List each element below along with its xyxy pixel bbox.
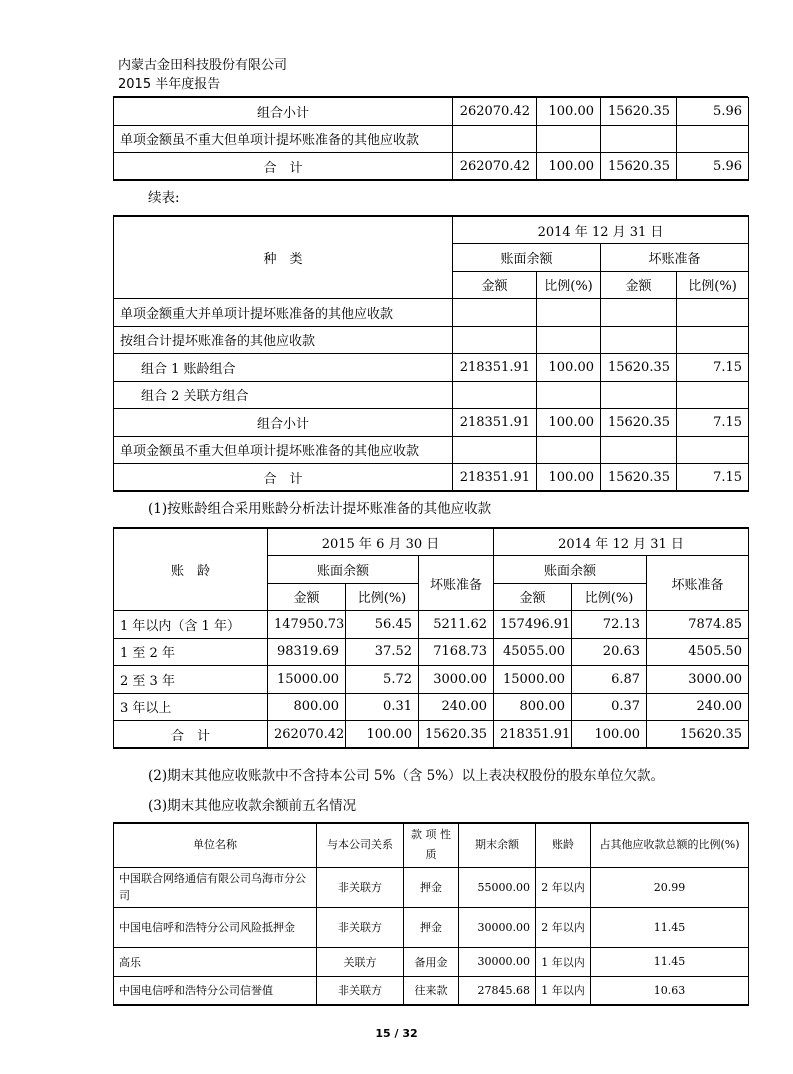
ratio-cell: 20.63 <box>572 638 647 666</box>
book-balance-header: 账面余额 <box>453 244 601 272</box>
amount-header: 金额 <box>453 271 537 299</box>
ratio-header: 比例(%) <box>677 271 749 299</box>
ratio-cell <box>537 436 601 464</box>
table-row <box>114 611 749 639</box>
provision-ratio-cell: 7.15 <box>677 354 749 382</box>
row-label: 合 计 <box>114 153 453 181</box>
ratio-cell: 11.45 <box>591 907 749 947</box>
aging-label: 1 年以内（含 1 年） <box>114 611 268 639</box>
top-five-receivables-table <box>113 822 749 1006</box>
row-label: 组合小计 <box>114 98 453 126</box>
ratio-cell: 72.13 <box>572 611 647 639</box>
aging-cell: 2 年以内 <box>536 907 591 947</box>
table-header-row <box>114 528 749 556</box>
ratio-cell <box>537 326 601 354</box>
page-number: 15 / 32 <box>375 1027 418 1040</box>
table-row <box>114 299 749 327</box>
nature-header: 款 项 性质 <box>404 823 459 867</box>
balance-cell: 30000.00 <box>459 947 536 976</box>
bad-debt-header: 坏账准备 <box>419 556 494 611</box>
date-header-2015: 2015 年 6 月 30 日 <box>268 528 494 556</box>
provision-cell <box>601 326 677 354</box>
provision-cell: 15620.35 <box>601 98 677 126</box>
provision-cell <box>601 299 677 327</box>
row-label: 组合 1 账龄组合 <box>114 354 453 382</box>
provision-ratio-cell: 7.15 <box>677 464 749 492</box>
provision-cell: 3000.00 <box>419 666 494 694</box>
amount-cell: 98319.69 <box>268 638 346 666</box>
amount-cell: 218351.91 <box>453 409 537 437</box>
amount-cell: 218351.91 <box>453 464 537 492</box>
amount-cell: 262070.42 <box>453 153 537 181</box>
provision-ratio-cell: 7.15 <box>677 409 749 437</box>
table-row <box>114 436 749 464</box>
aging-header: 账 龄 <box>114 528 268 611</box>
ratio-header: 占其他应收款总额的比例(%) <box>591 823 749 867</box>
ratio-cell: 100.00 <box>537 354 601 382</box>
provision-cell: 15620.35 <box>601 153 677 181</box>
ratio-cell: 10.63 <box>591 976 749 1005</box>
book-balance-header: 账面余额 <box>494 556 647 584</box>
provision-ratio-cell: 5.96 <box>677 98 749 126</box>
section-1-title: (1)按账龄组合采用账龄分析法计提坏账准备的其他应收款 <box>148 501 492 517</box>
provision-cell <box>601 381 677 409</box>
table-row <box>114 693 749 721</box>
relation-header: 与本公司关系 <box>317 823 404 867</box>
provision-cell: 5211.62 <box>419 611 494 639</box>
section-2-text: (2)期末其他应收账款中不含持本公司 5%（含 5%）以上表决权股份的股东单位欠款。 <box>148 768 665 784</box>
amount-header: 金额 <box>494 583 572 611</box>
relation-cell: 关联方 <box>317 947 404 976</box>
bad-debt-header: 坏账准备 <box>601 244 749 272</box>
table-row <box>114 907 749 947</box>
row-label: 合 计 <box>114 464 453 492</box>
balance-cell: 55000.00 <box>459 867 536 907</box>
row-label: 组合 2 关联方组合 <box>114 381 453 409</box>
provision-ratio-cell: 5.96 <box>677 153 749 181</box>
report-title: 2015 半年度报告 <box>118 77 221 92</box>
table-row <box>114 947 749 976</box>
balance-cell: 30000.00 <box>459 907 536 947</box>
provision-ratio-cell <box>677 125 749 153</box>
nature-cell: 押金 <box>404 907 459 947</box>
amount-cell: 218351.91 <box>494 721 572 749</box>
amount-cell: 262070.42 <box>453 98 537 126</box>
aging-analysis-table <box>113 527 749 749</box>
ratio-cell: 100.00 <box>572 721 647 749</box>
ratio-cell: 37.52 <box>346 638 419 666</box>
date-header: 2014 年 12 月 31 日 <box>453 216 749 244</box>
amount-cell: 218351.91 <box>453 354 537 382</box>
amount-cell: 262070.42 <box>268 721 346 749</box>
company-name: 内蒙古金田科技股份有限公司 <box>118 58 288 73</box>
table-row-total <box>114 721 749 749</box>
table-row <box>114 666 749 694</box>
provision-ratio-cell <box>677 299 749 327</box>
table-row <box>114 354 749 382</box>
relation-cell: 非关联方 <box>317 976 404 1005</box>
provision-cell: 7874.85 <box>647 611 749 639</box>
aging-label: 3 年以上 <box>114 693 268 721</box>
bad-debt-table-2015 <box>113 97 749 181</box>
provision-cell: 15620.35 <box>647 721 749 749</box>
ratio-cell: 6.87 <box>572 666 647 694</box>
aging-header: 账龄 <box>536 823 591 867</box>
ratio-cell: 0.31 <box>346 693 419 721</box>
aging-cell: 2 年以内 <box>536 867 591 907</box>
provision-ratio-cell <box>677 436 749 464</box>
ratio-cell <box>537 299 601 327</box>
company-name-cell: 中国联合网络通信有限公司乌海市分公司 <box>114 867 317 907</box>
table-row-total <box>114 464 749 492</box>
ratio-cell: 11.45 <box>591 947 749 976</box>
aging-cell: 1 年以内 <box>536 976 591 1005</box>
amount-cell: 800.00 <box>268 693 346 721</box>
bad-debt-header: 坏账准备 <box>647 556 749 611</box>
ratio-cell: 20.99 <box>591 867 749 907</box>
amount-header: 金额 <box>601 271 677 299</box>
provision-cell: 240.00 <box>419 693 494 721</box>
amount-cell: 15000.00 <box>494 666 572 694</box>
table-row-total <box>114 153 749 181</box>
nature-cell: 备用金 <box>404 947 459 976</box>
ratio-cell <box>537 125 601 153</box>
row-label: 单项金额重大并单项计提坏账准备的其他应收款 <box>114 299 453 327</box>
relation-cell: 非关联方 <box>317 907 404 947</box>
continued-label: 续表: <box>148 190 180 206</box>
ratio-header: 比例(%) <box>346 583 419 611</box>
row-label: 组合小计 <box>114 409 453 437</box>
aging-label: 2 至 3 年 <box>114 666 268 694</box>
nature-cell: 往来款 <box>404 976 459 1005</box>
aging-cell: 1 年以内 <box>536 947 591 976</box>
ratio-cell: 100.00 <box>537 98 601 126</box>
aging-label: 合 计 <box>114 721 268 749</box>
amount-cell <box>453 381 537 409</box>
ratio-cell: 100.00 <box>537 409 601 437</box>
provision-ratio-cell <box>677 326 749 354</box>
provision-cell: 15620.35 <box>601 409 677 437</box>
row-label: 单项金额虽不重大但单项计提坏账准备的其他应收款 <box>114 436 453 464</box>
provision-cell: 15620.35 <box>601 354 677 382</box>
provision-cell <box>601 436 677 464</box>
table-row <box>114 381 749 409</box>
provision-cell: 240.00 <box>647 693 749 721</box>
table-row <box>114 867 749 907</box>
amount-cell: 45055.00 <box>494 638 572 666</box>
bad-debt-table-2014 <box>113 215 749 492</box>
provision-cell <box>601 125 677 153</box>
ratio-header: 比例(%) <box>572 583 647 611</box>
provision-cell: 4505.50 <box>647 638 749 666</box>
company-name-cell: 中国电信呼和浩特分公司风险抵押金 <box>114 907 317 947</box>
table-row <box>114 326 749 354</box>
provision-cell: 15620.35 <box>419 721 494 749</box>
table-row <box>114 976 749 1005</box>
section-3-title: (3)期末其他应收款余额前五名情况 <box>148 798 357 814</box>
amount-header: 金额 <box>268 583 346 611</box>
provision-cell: 15620.35 <box>601 464 677 492</box>
amount-cell: 800.00 <box>494 693 572 721</box>
ratio-cell: 100.00 <box>537 153 601 181</box>
book-balance-header: 账面余额 <box>268 556 419 584</box>
amount-cell: 147950.73 <box>268 611 346 639</box>
row-label: 按组合计提坏账准备的其他应收款 <box>114 326 453 354</box>
date-header-2014: 2014 年 12 月 31 日 <box>494 528 749 556</box>
amount-cell: 15000.00 <box>268 666 346 694</box>
balance-header: 期末余额 <box>459 823 536 867</box>
table-row <box>114 125 749 153</box>
aging-label: 1 至 2 年 <box>114 638 268 666</box>
amount-cell <box>453 326 537 354</box>
ratio-cell: 5.72 <box>346 666 419 694</box>
provision-cell: 7168.73 <box>419 638 494 666</box>
ratio-cell: 100.00 <box>537 464 601 492</box>
company-name-cell: 高乐 <box>114 947 317 976</box>
ratio-header: 比例(%) <box>537 271 601 299</box>
row-label: 单项金额虽不重大但单项计提坏账准备的其他应收款 <box>114 125 453 153</box>
amount-cell <box>453 125 537 153</box>
company-name-cell: 中国电信呼和浩特分公司信誉值 <box>114 976 317 1005</box>
table-header-row <box>114 823 749 867</box>
amount-cell <box>453 299 537 327</box>
provision-ratio-cell <box>677 381 749 409</box>
table-header-row <box>114 216 749 244</box>
table-row <box>114 98 749 126</box>
table-row <box>114 638 749 666</box>
ratio-cell: 56.45 <box>346 611 419 639</box>
amount-cell: 157496.91 <box>494 611 572 639</box>
name-header: 单位名称 <box>114 823 317 867</box>
ratio-cell: 0.37 <box>572 693 647 721</box>
ratio-cell <box>537 381 601 409</box>
balance-cell: 27845.68 <box>459 976 536 1005</box>
provision-cell: 3000.00 <box>647 666 749 694</box>
amount-cell <box>453 436 537 464</box>
category-header: 种 类 <box>114 216 453 299</box>
relation-cell: 非关联方 <box>317 867 404 907</box>
nature-cell: 押金 <box>404 867 459 907</box>
table-row <box>114 409 749 437</box>
ratio-cell: 100.00 <box>346 721 419 749</box>
